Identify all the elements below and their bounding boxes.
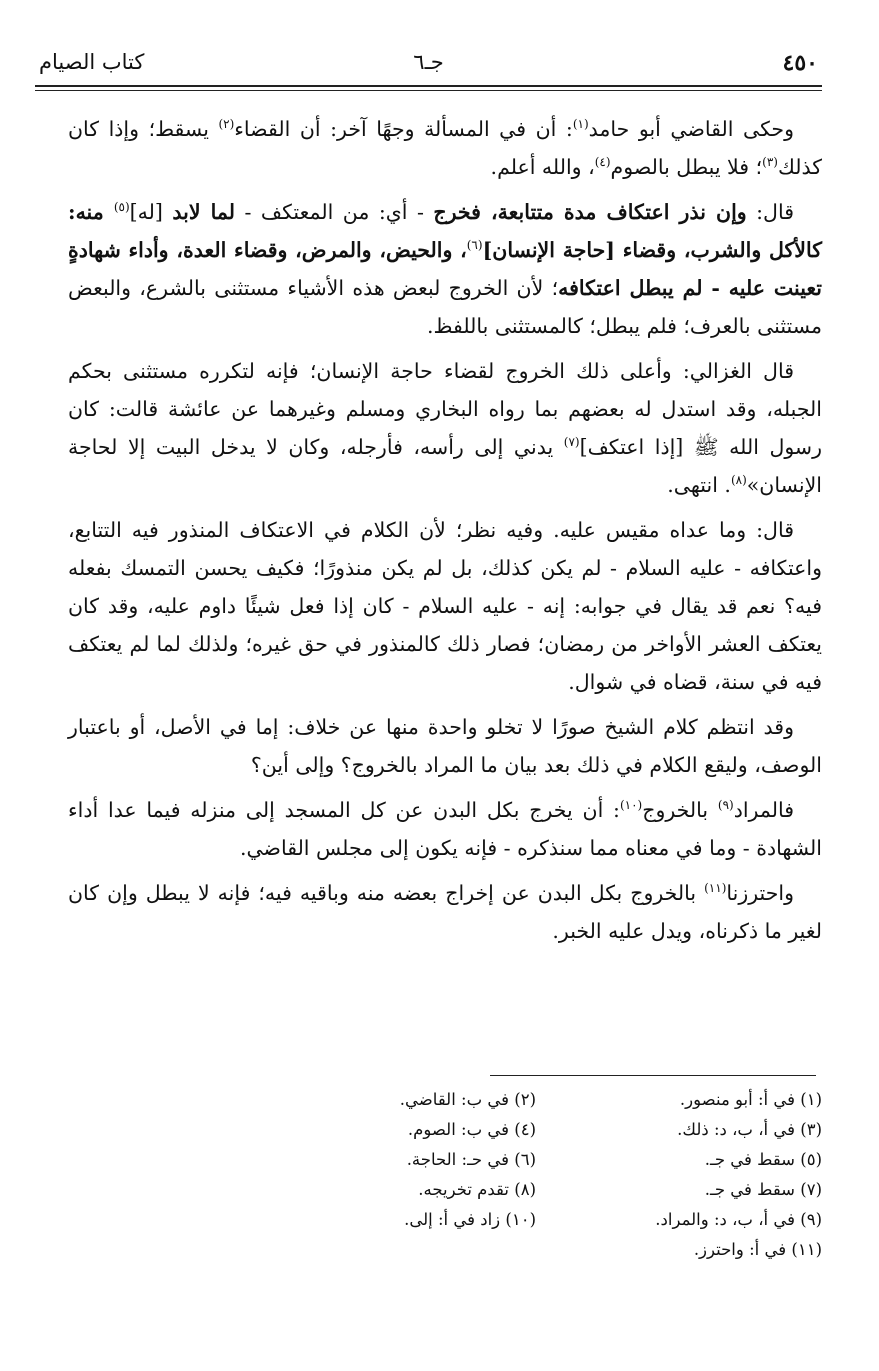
- footnote: (٧) سقط في جـ.: [704, 1180, 822, 1199]
- text-run: قال: وما عداه مقيس عليه. وفيه نظر؛ لأن الكلام في الاعتكاف المنذور فيه التتابع، واعتكافه - عليه السلام - لم يكن كذلك، بل لم يكن منذورًا؛ فكيف يحسن التمسك بفعله فيه؟ نعم قد يقال في جوابه: إنه - عليه السلام - كان إذا فعل شيئًا داوم عليه، وقد كان يعتكف العشر الأواخر من رمضان؛ فصار ذلك كالمنذور في حق غيره؛ ولذلك لما لم يعتكف فيه في سنة، قضاه في شوال.: [68, 518, 822, 694]
- footnote-ref: (٧): [563, 435, 580, 450]
- footnote-ref: (٥): [113, 200, 130, 215]
- book-title: كتاب الصيام: [39, 50, 145, 74]
- text-run: قال الغزالي: وأعلى ذلك الخروج لقضاء حاجة الإنسان؛ فإنه لتكرره مستثنى بحكم الجبله، وقد استدل له بعضهم بما رواه البخاري ومسلم وغيرهما عن عائشة قالت: كان رسول الله ﷺ [إذا اعتكف]: [68, 359, 823, 459]
- text-run: - أي: من المعتكف -: [234, 200, 434, 224]
- footnote: (٨) تقدم تخريجه.: [418, 1180, 536, 1199]
- volume-label: جـ٦: [413, 50, 444, 74]
- footnote-ref: (١١): [704, 881, 727, 896]
- footnote-ref: (٣): [762, 155, 778, 170]
- footnote-ref: (٢): [218, 117, 235, 132]
- text-run: قال:: [746, 200, 794, 224]
- footnote: (٤) في ب: الصوم.: [407, 1120, 536, 1139]
- footnote: (٩) في أ، ب، د: والمراد.: [655, 1210, 822, 1229]
- text-run: ، والله أعلم.: [490, 155, 595, 179]
- body-text: [68, 110, 822, 957]
- footnote: (٥) سقط في جـ.: [704, 1150, 822, 1169]
- text-run: فالمراد: [733, 798, 795, 822]
- text-run: وقد انتظم كلام الشيخ صورًا لا تخلو واحدة منها عن خلاف: إما في الأصل، أو باعتبار الوصف، وليقع الكلام في ذلك بعد بيان ما المراد بالخروج؟ وإلى أين؟: [68, 715, 822, 777]
- paragraph: [68, 708, 822, 784]
- paragraph: [68, 352, 822, 504]
- page-header: [35, 48, 822, 88]
- bold-text: ، والحيض، والمرض، وقضاء العدة، وأداء شهادةٍ تعينت عليه - لم يبطل اعتكافه: [68, 238, 822, 300]
- header-rule-thin: [35, 90, 822, 91]
- page-number: ٤٥٠: [782, 50, 818, 76]
- text-run: واحترزنا: [726, 881, 794, 905]
- paragraph: [68, 193, 822, 345]
- text-run: يدني إلى رأسه، فأرجله، وكان لا يدخل البيت إلا لحاجة الإنسان»: [68, 435, 822, 497]
- footnote-ref: (٩): [717, 798, 734, 813]
- footnote: (٣) في أ، ب، د: ذلك.: [677, 1120, 822, 1139]
- paragraph: [68, 791, 822, 867]
- footnotes: [270, 1085, 822, 1265]
- paragraph: [68, 511, 822, 701]
- text-run: . انتهى.: [667, 473, 731, 497]
- footnote-ref: (٦): [466, 238, 483, 253]
- paragraph: [68, 110, 822, 186]
- bold-text: لما لابد: [172, 200, 235, 224]
- text-run: بالخروج: [642, 798, 718, 822]
- footnote-ref: (٤): [594, 155, 611, 170]
- footnote: (٦) في حـ: الحاجة.: [406, 1150, 536, 1169]
- bold-text: منه: كالأكل والشرب، وقضاء [حاجة الإنسان]: [68, 200, 822, 262]
- text-run: : أن يخرج بكل البدن عن كل المسجد إلى منزله فيما عدا أداء الشهادة - وما في معناه مما سنذكره - فإنه يكون إلى مجلس القاضي.: [68, 798, 822, 860]
- footnote-ref: (١٠): [619, 798, 643, 813]
- footnote-ref: (٨): [730, 473, 747, 488]
- footnote-ref: (١): [572, 117, 589, 132]
- footnote: (٢) في ب: القاضي.: [399, 1090, 536, 1109]
- text-run: وحكى القاضي أبو حامد: [588, 117, 794, 141]
- text-run: يسقط؛ وإذا كان كذلك: [68, 117, 822, 179]
- text-run: بالخروج بكل البدن عن إخراج بعضه منه وباقيه فيه؛ فإنه لا يبطل وإن كان لغير ما ذكرناه، ويدل عليه الخبر.: [68, 881, 822, 943]
- footnote-separator: [490, 1075, 816, 1076]
- footnote: (١١) في أ: واحترز.: [693, 1240, 822, 1259]
- footnote: (١) في أ: أبو منصور.: [679, 1090, 822, 1109]
- bold-text: وإن نذر اعتكاف مدة متتابعة، فخرج: [433, 200, 747, 224]
- text-run: : أن في المسألة وجهًا آخر: أن القضاء: [234, 117, 573, 141]
- footnote: (١٠) زاد في أ: إلى.: [404, 1210, 536, 1229]
- text-run: [له]: [129, 200, 173, 224]
- text-run: ؛ لأن الخروج لبعض هذه الأشياء مستثنى بالشرع، والبعض مستثنى بالعرف؛ فلم يبطل؛ كالمستثنى باللفظ.: [68, 276, 822, 338]
- paragraph: [68, 874, 822, 950]
- header-rule-thick: [35, 85, 822, 87]
- text-run: ؛ فلا يبطل بالصوم: [610, 155, 763, 179]
